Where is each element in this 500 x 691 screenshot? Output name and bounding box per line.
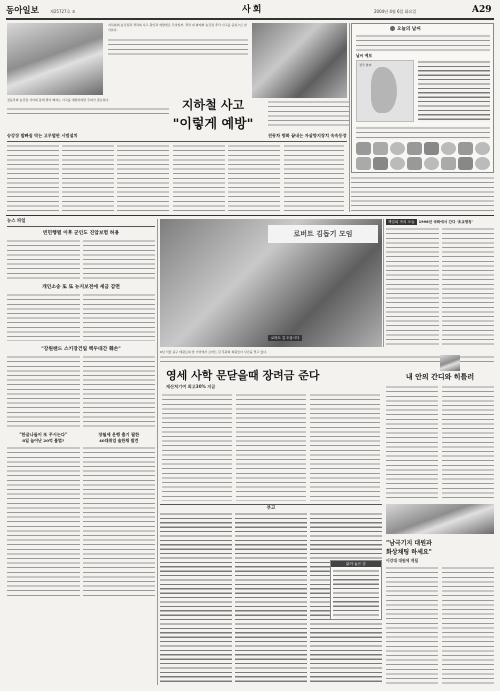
column-label: 책갈피 속의 오늘 (388, 220, 415, 224)
top-story-col4 (173, 144, 225, 212)
subhead-left: 승강장 발빠짐 막는 고무발판 시범설치 (7, 133, 78, 138)
weather-footer (351, 176, 494, 212)
top-story-col2 (62, 144, 114, 212)
issue-number: 제25727호 ③ (50, 9, 76, 14)
obituary-label: 부고 (266, 506, 276, 511)
ad-box-label: 닭아 놓은 감 (331, 561, 381, 567)
antarctic-title-1: "남극기지 대원과 (386, 540, 432, 547)
photo-caption: 전동차와 승강장 사이의 틈에 발이 빠지는 사고를 예방하려면 주의가 필요하다. (7, 98, 169, 117)
photo-badge: 로버트 김 도움시다 (268, 335, 302, 341)
columnist-photo (440, 355, 460, 371)
paper-name: 동아일보 (6, 6, 39, 16)
subway-headline-2: "이렇게 예방" (172, 117, 254, 132)
ad-box (330, 560, 382, 620)
subway-photo (7, 23, 103, 95)
right-caption (268, 100, 350, 128)
robert-kim-photo (160, 219, 382, 347)
weather-title: 오늘의 날씨 (390, 26, 421, 32)
sun-icon (441, 142, 456, 155)
sun-icon (424, 157, 439, 170)
cloud-icon (373, 142, 388, 155)
antarctic-photo (386, 504, 494, 534)
news-item-4-title: "한글나들이 또 꾸시는다" (19, 432, 68, 437)
rain-icon (373, 157, 388, 170)
issue-date: 2004년 4월 6일 화요일 (374, 9, 417, 14)
divider (157, 219, 158, 685)
sun-icon (390, 142, 405, 155)
cloud-icon (458, 142, 473, 155)
subway-photo-2 (252, 23, 347, 98)
top-story-col1 (7, 144, 59, 212)
weather-box (351, 23, 494, 173)
cloud-icon (441, 157, 456, 170)
intro-text: 지하철의 승강장과 객차의 사고 원인과 예방법은 무엇일까. 객차 내 화재와 승강장 추락 사고를 중심으로 알아본다. (108, 23, 247, 32)
korea-map (356, 60, 414, 122)
main-story-title: 영세 사학 문닫을때 장려금 준다 (166, 369, 320, 382)
cloud-icon (407, 142, 422, 155)
page-number: A29 (472, 5, 492, 15)
masthead-rule (6, 18, 494, 20)
subhead-right: 전동차 방화 끝내는 자살방지장치 속속등장 (268, 133, 347, 138)
antarctic-sub: 이강대 대원에 게될 (386, 558, 418, 563)
news-file-label: 뉴스 파일 (7, 219, 26, 224)
top-story-col5 (228, 144, 280, 212)
sun-icon (475, 157, 490, 170)
top-story-col3 (117, 144, 169, 212)
sun-icon (475, 142, 490, 155)
weather-icons (356, 142, 490, 170)
top-story-col6 (284, 144, 344, 212)
banner: 로버트 김돕기 모임 (268, 225, 378, 243)
news-file (7, 219, 155, 685)
cloud-icon (407, 157, 422, 170)
news-item-4-sub: 8일 늘어난 20억 불법? (22, 438, 65, 443)
map-label: 전국 날씨 (359, 63, 372, 67)
sun-icon (390, 157, 405, 170)
news-item-3-title: "강원랜드 스키장건립 백두대간 훼손" (41, 346, 121, 352)
subway-intro (108, 23, 248, 59)
photo-story-caption: 6일 서울 중구 태평로의 한 거리에서 로버트 김 후원회 회원들이 사진을 찍고 있다. (160, 350, 494, 365)
sun-icon (390, 26, 395, 31)
column-title: 1996년 국화에서 간다 '초교명칭' (418, 220, 473, 224)
news-item-5-title: 장월세 운행 출기 필한 (98, 432, 140, 437)
weather-table (418, 60, 490, 122)
antarctic-title-2: 화상채팅 하세요" (386, 549, 432, 556)
section-title: 사회 (242, 5, 264, 15)
masthead (6, 4, 494, 18)
main-story-sub: 재산처기여 최고30% 지급 (166, 384, 216, 389)
news-item-1-title: 빈민행렬 이후 군인도 진압보험 허용 (42, 230, 120, 236)
news-item-2-title: 개인소송 또 또 뉴지보전에 세금 감면 (42, 284, 120, 290)
rain-icon (424, 142, 439, 155)
subway-headline-1: 지하철 사고 (181, 98, 245, 112)
cloud-icon (356, 142, 371, 155)
cloud-icon (356, 157, 371, 170)
divider (383, 219, 384, 347)
news-item-5-sub: 40대취업 술한채 발견 (99, 438, 139, 443)
rain-icon (458, 157, 473, 170)
weather-sub: 날씨 예보 (356, 53, 372, 58)
divider (349, 23, 350, 212)
column-box (386, 219, 494, 347)
essay-title: 내 안의 간디와 히틀러 (405, 372, 475, 381)
